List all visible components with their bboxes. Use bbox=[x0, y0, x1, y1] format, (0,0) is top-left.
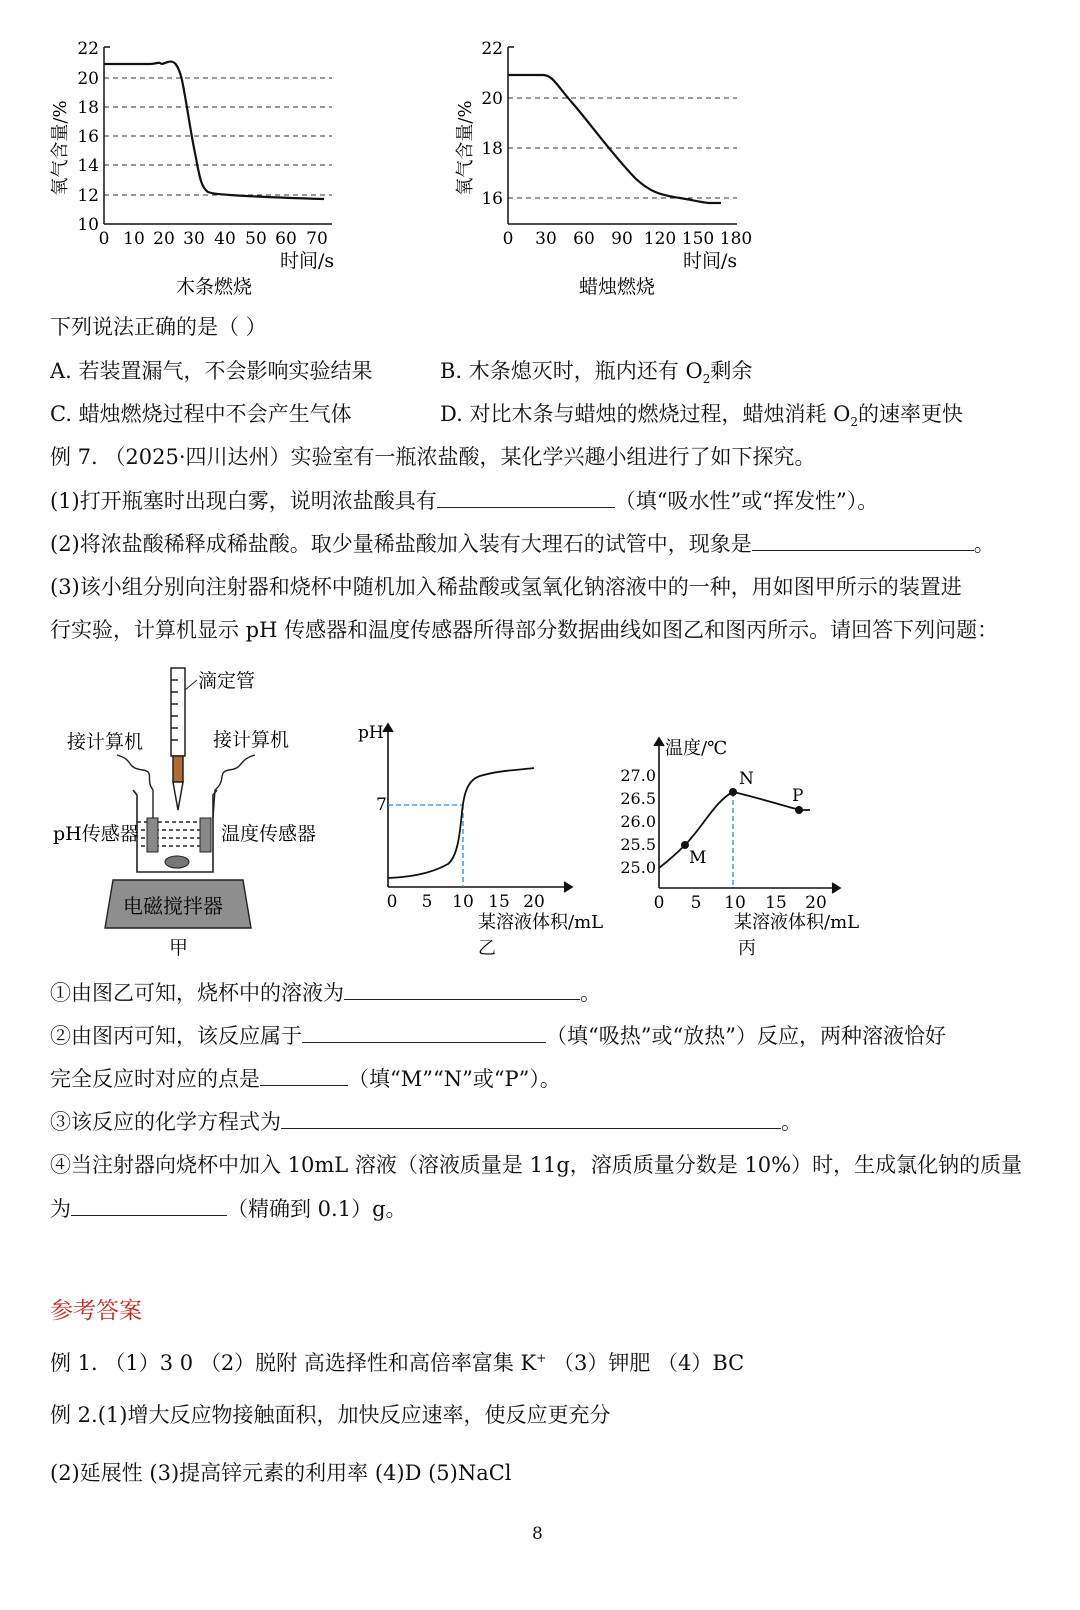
temp-sensor-probe bbox=[200, 818, 211, 852]
option-b: B. 木条熄灭时，瓶内还有 $O_2$剩余 bbox=[440, 359, 753, 387]
option-a: A. 若装置漏气，不会影响实验结果 bbox=[50, 359, 373, 383]
wood-ytick: 10 bbox=[77, 215, 99, 235]
candle-ytick: 18 bbox=[481, 139, 503, 159]
candle-xtick: 60 bbox=[573, 229, 595, 249]
candle-xtick: 0 bbox=[502, 229, 514, 249]
wood-ytick: 20 bbox=[77, 69, 99, 89]
ph-curve bbox=[388, 768, 534, 878]
temperature-chart bbox=[612, 730, 892, 965]
temp-xtick: 0 bbox=[653, 893, 665, 913]
point-m-label: M bbox=[689, 848, 707, 868]
temp-ytick: 26.0 bbox=[620, 812, 656, 831]
computer-left-label: 接计算机 bbox=[67, 731, 144, 753]
candle-burning-chart bbox=[445, 30, 765, 305]
example-7-title: 例 7. （2025·四川达州）实验室有一瓶浓盐酸，某化学兴趣小组进行了如下探究。 bbox=[50, 445, 816, 469]
left-wire bbox=[117, 755, 153, 818]
ph-ytick-7: 7 bbox=[376, 795, 387, 815]
temp-xtick: 10 bbox=[724, 893, 746, 913]
part-3-line-1: (3)该小组分别向注射器和烧杯中随机加入稀盐酸或氢氧化钠溶液中的一种，用如图甲所示的装置进 bbox=[50, 575, 962, 599]
candle-ylabel: 氧气含量/% bbox=[455, 100, 476, 196]
answer-blank[interactable] bbox=[752, 530, 974, 551]
part-1: (1)打开瓶塞时出现白雾，说明浓盐酸具有 （填“吸水性”或“挥发性”）。 bbox=[50, 489, 879, 513]
answers-title: 参考答案 bbox=[50, 1298, 142, 1324]
ph-ylabel: pH bbox=[358, 723, 384, 743]
wood-ytick: 16 bbox=[77, 127, 99, 147]
wood-xtick: 40 bbox=[214, 229, 236, 249]
wood-curve bbox=[104, 62, 324, 199]
ph-sensor-label: pH传感器 bbox=[53, 823, 139, 845]
candle-gridlines bbox=[508, 98, 737, 198]
candle-ytick: 20 bbox=[481, 89, 503, 109]
candle-caption: 蜡烛燃烧 bbox=[579, 276, 656, 298]
answer-example-2: 例 2.(1)增大反应物接触面积，加快反应速率，使反应更充分 bbox=[50, 1403, 611, 1427]
answer-blank[interactable] bbox=[281, 1108, 781, 1129]
question-4-line-1: ④当注射器向烧杯中加入 10mL 溶液（溶液质量是 11g，溶质质量分数是 10%）时，生成氯化钠的质量 bbox=[50, 1153, 1023, 1177]
candle-curve bbox=[508, 75, 721, 203]
answer-blank[interactable] bbox=[71, 1195, 227, 1216]
answer-blank[interactable] bbox=[302, 1022, 546, 1043]
candle-xtick: 30 bbox=[535, 229, 557, 249]
question-4-line-2: 为 （精确到 0.1）g。 bbox=[50, 1197, 407, 1221]
ph-caption: 乙 bbox=[478, 938, 496, 959]
candle-xtick: 90 bbox=[611, 229, 633, 249]
point-m bbox=[681, 841, 689, 849]
temp-curve bbox=[659, 792, 810, 868]
stirrer-label: 电磁搅拌器 bbox=[123, 894, 223, 918]
computer-right-label: 接计算机 bbox=[213, 729, 290, 751]
wood-burning-chart bbox=[40, 30, 360, 305]
point-p-label: P bbox=[792, 786, 804, 806]
ph-xtick: 15 bbox=[488, 892, 510, 912]
answer-example-1: 例 1. （1）3 0 （2）脱附 高选择性和高倍率富集 K+ （3）钾肥 （4）BC bbox=[50, 1351, 745, 1375]
temp-ytick: 26.5 bbox=[620, 789, 656, 808]
temp-ytick: 27.0 bbox=[620, 766, 656, 785]
answer-blank[interactable] bbox=[344, 979, 580, 1000]
ph-xtick: 0 bbox=[386, 892, 398, 912]
candle-xtick: 120 bbox=[643, 229, 677, 249]
question-2: ②由图丙可知，该反应属于 （填“吸热”或“放热”）反应，两种溶液恰好 bbox=[50, 1024, 946, 1048]
ph-xtick: 20 bbox=[523, 892, 545, 912]
candle-xtick: 150 bbox=[681, 229, 715, 249]
part-3-line-2: 行实验，计算机显示 pH 传感器和温度传感器所得部分数据曲线如图乙和图丙所示。请回答下列问题： bbox=[50, 618, 999, 642]
temp-xtick: 15 bbox=[765, 893, 787, 913]
candle-xlabel: 时间/s bbox=[683, 250, 738, 272]
candle-ytick: 22 bbox=[481, 39, 503, 59]
wood-xtick: 70 bbox=[306, 229, 328, 249]
burette-label: 滴定管 bbox=[198, 670, 256, 692]
ph-guides bbox=[388, 805, 463, 887]
wood-caption: 木条燃烧 bbox=[176, 276, 253, 298]
candle-axes bbox=[508, 47, 737, 224]
candle-xtick: 180 bbox=[719, 229, 753, 249]
point-n bbox=[729, 788, 737, 796]
wood-ytick: 14 bbox=[77, 156, 99, 176]
burette bbox=[171, 668, 185, 810]
wood-xtick: 10 bbox=[123, 229, 145, 249]
question-3: ③该反应的化学方程式为 。 bbox=[50, 1110, 802, 1134]
apparatus-figure bbox=[45, 660, 345, 965]
apparatus-caption: 甲 bbox=[169, 937, 189, 959]
temp-ylabel: 温度/℃ bbox=[665, 738, 728, 759]
wood-xlabel: 时间/s bbox=[280, 250, 335, 272]
wood-xtick: 20 bbox=[153, 229, 175, 249]
ph-xtick: 5 bbox=[421, 892, 433, 912]
answer-example-2-cont: (2)延展性 (3)提高锌元素的利用率 (4)D (5)NaCl bbox=[50, 1461, 512, 1485]
wood-gridlines bbox=[104, 78, 332, 195]
wood-ytick: 22 bbox=[77, 39, 99, 59]
stir-bar bbox=[165, 856, 189, 868]
temp-ytick: 25.5 bbox=[620, 835, 656, 854]
wood-ytick: 12 bbox=[77, 186, 99, 206]
question-1: ①由图乙可知，烧杯中的溶液为 。 bbox=[50, 981, 601, 1005]
wood-xtick: 0 bbox=[98, 229, 110, 249]
ph-chart bbox=[350, 712, 620, 962]
point-n-label: N bbox=[739, 769, 754, 789]
point-p bbox=[795, 806, 803, 814]
ph-sensor-probe bbox=[147, 818, 158, 852]
ph-xtick: 10 bbox=[452, 892, 474, 912]
candle-ytick: 16 bbox=[481, 189, 503, 209]
wood-ytick: 18 bbox=[77, 98, 99, 118]
question-stem: 下列说法正确的是（ ） bbox=[50, 315, 267, 339]
temp-xtick: 5 bbox=[690, 893, 702, 913]
temp-xlabel: 某溶液体积/mL bbox=[734, 912, 860, 933]
right-wire bbox=[213, 755, 255, 818]
ph-xlabel: 某溶液体积/mL bbox=[478, 912, 604, 933]
question-2-cont: 完全反应时对应的点是 （填“M”“N”或“P”）。 bbox=[50, 1067, 561, 1091]
temp-caption: 丙 bbox=[738, 938, 756, 959]
wood-xtick: 30 bbox=[183, 229, 205, 249]
answer-blank[interactable] bbox=[260, 1065, 348, 1086]
page-number: 8 bbox=[532, 1524, 543, 1544]
wood-xtick: 50 bbox=[245, 229, 267, 249]
part-2: (2)将浓盐酸稀释成稀盐酸。取少量稀盐酸加入装有大理石的试管中，现象是 。 bbox=[50, 532, 995, 556]
temp-ytick: 25.0 bbox=[620, 858, 656, 877]
temp-xtick: 20 bbox=[805, 893, 827, 913]
temp-sensor-label: 温度传感器 bbox=[221, 823, 317, 845]
wood-xtick: 60 bbox=[275, 229, 297, 249]
option-c: C. 蜡烛燃烧过程中不会产生气体 bbox=[50, 402, 352, 426]
wood-ylabel: 氧气含量/% bbox=[50, 100, 71, 196]
option-d: D. 对比木条与蜡烛的燃烧过程，蜡烛消耗 $O_2$的速率更快 bbox=[440, 402, 963, 430]
answer-blank[interactable] bbox=[437, 487, 615, 508]
